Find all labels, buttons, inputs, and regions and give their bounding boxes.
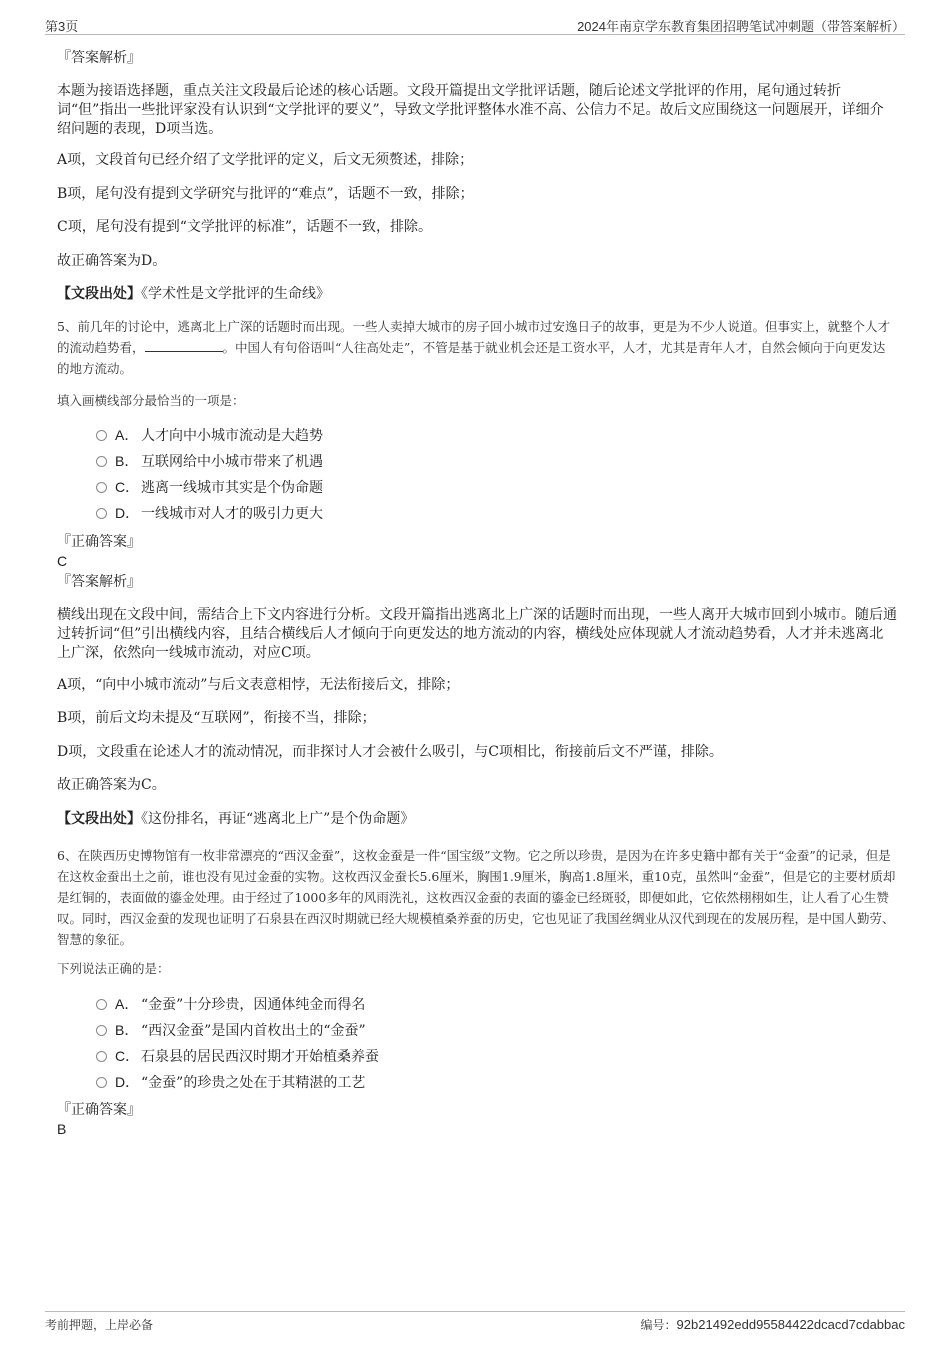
document-title: 2024年南京学东教育集团招聘笔试冲刺题（带答案解析） (577, 19, 905, 34)
q5-point-b: B项，前后文均未提及“互联网”，衔接不当，排除； (57, 710, 376, 726)
q5-option-a[interactable]: A． 人才向中小城市流动是大趋势 (96, 426, 323, 446)
radio-icon[interactable] (96, 999, 107, 1010)
q5-option-b[interactable]: B． 互联网给中小城市带来了机遇 (96, 452, 323, 472)
q5-stem-part1: 5、前几年的讨论中，逃离北上广深的话题时而出现。一些人卖掉大城市的房子回小城市过安逸日子的故事，更是为不少人说道。但事实上，就整个人才的流动趋势看， (57, 319, 890, 355)
q4-conclusion: 故正确答案为D。 (57, 253, 167, 269)
q6-prompt: 下列说法正确的是： (57, 961, 170, 976)
page-header (45, 14, 905, 35)
q5-source-label: 【文段出处】 (57, 811, 141, 827)
q4-point-c: C项，尾句没有提到“文学批评的标准”，话题不一致，排除。 (57, 219, 433, 235)
q5-analysis-title: 『答案解析』 (57, 574, 141, 590)
radio-icon[interactable] (96, 430, 107, 441)
q4-source-label: 【文段出处】 (57, 286, 141, 302)
radio-icon[interactable] (96, 456, 107, 467)
page-number: 第3页 (45, 19, 79, 34)
q6-answer: B (57, 1121, 67, 1137)
footer-code-value: 92b21492edd95584422dcacd7cdabbac (676, 1317, 905, 1332)
q4-analysis-title: 『答案解析』 (57, 50, 141, 66)
q5-prompt: 填入画横线部分最恰当的一项是： (57, 393, 245, 408)
q6-answer-title: 『正确答案』 (57, 1102, 141, 1118)
radio-icon[interactable] (96, 482, 107, 493)
q5-stem-part2: 。中国人有句俗语叫“人往高处走”，不管是基于就业机会还是工资水平，人才，尤其是青年人才，自然会倾向于向更发达的地方流动。 (57, 340, 886, 376)
q5-source (57, 810, 897, 829)
q5-point-d: D项，文段重在论述人才的流动情况，而非探讨人才会被什么吸引，与C项相比，衔接前后文不严谨，排除。 (57, 744, 723, 760)
q5-point-a: A项，“向中小城市流动”与后文表意相悖，无法衔接后文，排除； (57, 677, 460, 693)
q5-analysis: 横线出现在文段中间，需结合上下文内容进行分析。文段开篇指出逃离北上广深的话题时而出现，一些人离开大城市回到小城市。随后通过转折词“但”引出横线内容，且结合横线后人才倾向于向更发达的地方流动的内容，横线处应体现就人才流动趋势看，人才并未逃离北上广深，依然向一线城市流动，对应C项。 (57, 607, 897, 661)
q6-option-a[interactable]: A． “金蚕”十分珍贵，因通体纯金而得名 (96, 995, 365, 1015)
q5-option-d[interactable]: D． 一线城市对人才的吸引力更大 (96, 504, 323, 524)
q5-option-c[interactable]: C． 逃离一线城市其实是个伪命题 (96, 478, 323, 498)
q5-answer-title: 『正确答案』 (57, 534, 141, 550)
q6-stem: 6、在陕西历史博物馆有一枚非常漂亮的“西汉金蚕”，这枚金蚕是一件“国宝级”文物。它之所以珍贵，是因为在许多史籍中都有关于“金蚕”的记录，但是在这枚金蚕出土之前，谁也没有见过金蚕的实物。这枚西汉金蚕长5.6厘米，胸围1.9厘米，胸高1.8厘米，重10克，虽然叫“金蚕”，但是它的主要材质却是红铜的，表面做的鎏金处理。由于经过了1000多年的风雨洗礼，这枚西汉金蚕的表面的鎏金已经斑驳，即便如此，它依然栩栩如生，让人看了心生赞叹。同时，西汉金蚕的发现也证明了石泉县在西汉时期就已经大规模植桑养蚕的历史，它也见证了我国丝绸业从汉代到现在的发展历程，是中国人勤劳、智慧的象征。 (57, 848, 896, 947)
q5-answer: C (57, 553, 68, 569)
q5-stem (57, 316, 897, 379)
page-footer (45, 1311, 905, 1334)
q6-option-d[interactable]: D． “金蚕”的珍贵之处在于其精湛的工艺 (96, 1073, 365, 1093)
q5-blank (145, 339, 223, 352)
q6-option-c[interactable]: C． 石泉县的居民西汉时期才开始植桑养蚕 (96, 1047, 379, 1067)
footer-code-label: 编号： (640, 1318, 677, 1332)
radio-icon[interactable] (96, 1051, 107, 1062)
q6-option-b[interactable]: B． “西汉金蚕”是国内首枚出土的“金蚕” (96, 1021, 366, 1041)
q4-point-b: B项，尾句没有提到文学研究与批评的“难点”，话题不一致，排除； (57, 186, 474, 202)
q4-analysis: 本题为接语选择题，重点关注文段最后论述的核心话题。文段开篇提出文学批评话题，随后论述文学批评的作用，尾句通过转折词“但”指出一些批评家没有认识到“文学批评的要义”，导致文学批评整体水准不高、公信力不足。故后文应围绕这一问题展开，详细介绍问题的表现，D项当选。 (57, 83, 884, 137)
footer-code (641, 1316, 905, 1333)
q4-source (57, 285, 897, 304)
radio-icon[interactable] (96, 1077, 107, 1088)
q4-source-title: 《学术性是文学批评的生命线》 (141, 286, 330, 302)
q5-conclusion: 故正确答案为C。 (57, 777, 166, 793)
q5-source-title: 《这份排名，再证“逃离北上广”是个伪命题》 (141, 811, 415, 827)
footer-slogan: 考前押题，上岸必备 (45, 1318, 154, 1332)
q4-point-a: A项，文段首句已经介绍了文学批评的定义，后文无须赘述，排除； (57, 152, 474, 168)
radio-icon[interactable] (96, 1025, 107, 1036)
radio-icon[interactable] (96, 508, 107, 519)
